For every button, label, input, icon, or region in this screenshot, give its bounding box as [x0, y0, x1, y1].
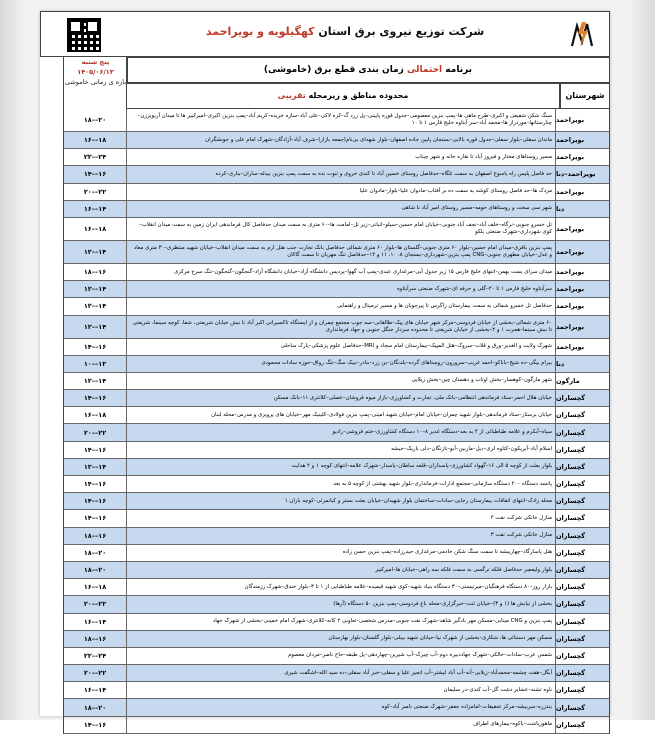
- row-city: گچساران: [555, 424, 609, 440]
- row-area: شهر سی سخت و روستاهای حومه–مسیر روستای امیر آباد تا شاهی: [126, 201, 555, 217]
- row-area: حد فاصل پلیس راه یاسوج اصفهان به سمت تلگاه–حدفاصل روستای خسین آباد تا کندی خروی و تنوت نده به سمت پمپ بنزین بیدله–ساران–بناری–کرده: [126, 166, 555, 182]
- row-time: ۱۶––۱۸: [83, 224, 107, 233]
- table-row: [63, 545, 610, 562]
- table-row: [63, 665, 610, 682]
- qr-code-icon: [67, 18, 101, 52]
- table-row: [63, 390, 610, 407]
- row-city: بویراحمد: [555, 339, 609, 355]
- document-title: [126, 57, 610, 83]
- table-row: [63, 614, 610, 631]
- table-row: [63, 596, 610, 613]
- row-area: مسکن مهر دستنائی ها، شکاری–بخشی از شهرک نیا–خیابان شهید بیبلی–بلوار گلستان–بلوار بهارستان: [126, 631, 555, 647]
- table-row: [63, 631, 610, 648]
- table-row: [63, 264, 610, 281]
- row-time: ۱۴––۱۶: [83, 342, 107, 351]
- title-suffix: زمان بندی قطع برق (خاموشی): [263, 65, 407, 75]
- row-city: گچساران: [555, 699, 609, 715]
- row-time: ۲۲––۲۴: [83, 651, 107, 660]
- area-header-prefix: محدوده مناطق و زیرمحله: [305, 91, 409, 100]
- row-time: ۱۴––۱۶: [83, 445, 107, 454]
- row-city: گچساران: [555, 390, 609, 406]
- row-city: گچساران: [555, 596, 609, 612]
- row-time: ۱۸––۱۶: [83, 531, 107, 540]
- row-city: گچساران: [555, 579, 609, 595]
- row-time: ۱۶––۱۴: [83, 204, 107, 213]
- row-time: ۲۰––۲۲: [83, 187, 107, 196]
- row-city: گچساران: [555, 459, 609, 475]
- row-city: گچساران: [555, 528, 609, 544]
- row-area: سیاه–آبکرم و علامه طباطبائی از ۴ به بعد–دستگاه غدیر ۸–۱۰ دستگاه کشاورزی–ختم فروشی–رادیو: [126, 424, 555, 440]
- row-time: ۲۰––۲۲: [83, 669, 107, 678]
- table-row: [63, 339, 610, 356]
- row-time: ۱۶––۱۴: [83, 686, 107, 695]
- row-area: بازار روز–۸۰ دستگاه فرهنگیان–میرنیستی–۳۰ دستگاه بنیاد شهید–کوی شهید قیمیده–علامه طباطبایی از ۱ تا ۳–بلوار خندق–شهرک رزمندگان: [126, 579, 555, 595]
- row-city: بویراحمد: [555, 264, 609, 280]
- table-row: [63, 166, 610, 183]
- row-time: ۱۶––۱۸: [83, 583, 107, 592]
- time-column-header: بازه ی زمانی خاموشی: [64, 78, 127, 86]
- title-prefix: برنامه: [442, 65, 473, 75]
- table-row: [63, 528, 610, 545]
- row-city: گچساران: [555, 562, 609, 578]
- row-city: بویراحمد–دنا: [555, 166, 609, 182]
- title-highlight: احتمالی: [407, 65, 443, 75]
- row-area: میدان سرای بست بهمن–انتهای خلیج فارس ۱۵ زیر جدول آبی–مرغداری عبدی–پمپ آب گهوا–پردیس دانشگاه آزاد–خیابان دانشگاه آزاد–گنجگون–گنجگون–تنگ سرخ مرکزی: [126, 264, 555, 280]
- table-row: [63, 149, 610, 166]
- table-row: [63, 493, 610, 510]
- table-row: [63, 459, 610, 476]
- weekday-label: پنج شنبه: [81, 58, 110, 66]
- row-area: اسلام آباد–آبریکون–کتاوه لری–دیل–ماربین–آبو–نازنگان–دلی باریک–خیشه: [126, 442, 555, 458]
- row-area: تل خسرو جنوبی–نرگاه–خلف آباد–نجف آباد جنوبی–خیابان امام حسین–سیلو–انبانی–زیر تل–امامت ها–۶۰ متری به سمت میدان حدفاصل کال فرماندهی ایران زمین به سمت میدان انقلاب–کوی شهرداری–شهرک صنعتی بلکو: [126, 218, 555, 240]
- row-area: منازل خانکی شرکت نفت ۴: [126, 510, 555, 526]
- row-time: ۱۸––۲۰: [83, 703, 107, 712]
- company-name-prefix: شرکت توزیع نیروی برق استان: [314, 25, 485, 38]
- table-row: [63, 218, 610, 241]
- row-time: ۱۴––۱۶: [83, 170, 107, 179]
- table-row: [63, 682, 610, 699]
- row-time: ۱۲––۱۴: [83, 247, 107, 256]
- power-company-logo-icon: [569, 20, 595, 50]
- table-row: [63, 699, 610, 716]
- table-row: [63, 281, 610, 298]
- row-city: دنا: [555, 201, 609, 217]
- table-row: [63, 298, 610, 315]
- row-city: گچساران: [555, 545, 609, 561]
- row-city: دنا: [555, 356, 609, 372]
- row-city: گچساران: [555, 442, 609, 458]
- row-time: ۲۰––۲۲: [83, 428, 107, 437]
- table-row: [63, 373, 610, 390]
- row-time: ۱۲––۱۴: [83, 322, 107, 331]
- document-header: [40, 11, 610, 57]
- row-city: بویراحمد: [555, 218, 609, 240]
- row-city: گچساران: [555, 407, 609, 423]
- row-city: بویراحمد: [555, 281, 609, 297]
- company-name: [131, 25, 559, 38]
- row-city: بویراحمد: [555, 316, 609, 338]
- table-row: [63, 184, 610, 201]
- row-time: ۱۸––۲۰: [83, 116, 107, 124]
- row-city: گچساران: [555, 614, 609, 630]
- row-city: بویراحمد: [555, 109, 609, 131]
- row-area: پمپ بنزین باقری–میدان امام حسین–بلوار ۶۰ متری جنوبی–گلستان ها–بلوار ۶۰ متری شمالی حدفاصل بانک تجارت جنب هتل ارم به سمت میدان انقلاب–خیابان شهید منتظری–۳۰ متری معاد و عدل–خیابان مطهری جنوبی–CNG پمپ بنزین–شهرداری–بستجان ۸، ۱۰، ۱۱ و ۱۲–حدفاصل تنگ مهریان تا سمت گاکان: [126, 241, 555, 263]
- row-time: ۱۸––۱۶: [83, 268, 107, 277]
- row-area: ماهوریاشت–باکوه–بیمارهای اطراف: [126, 717, 555, 733]
- table-row: [63, 109, 610, 132]
- table-row: [63, 648, 610, 665]
- table-row: [63, 316, 610, 339]
- row-city: بویراحمد: [555, 132, 609, 148]
- row-city: بویراحمد: [555, 298, 609, 314]
- row-time: ۱۲––۱۴: [83, 302, 107, 311]
- row-time: ۲۰––۲۲: [83, 600, 107, 609]
- area-header-highlight: تقریبی: [277, 91, 306, 100]
- row-area: محله زادک–انتهای اتفاقات بیمارستان رجایی–سادات–ساختمان بلوار شهیدان–خیابان بعثت بستر و کیانمرثی–کوچه باران ۱: [126, 493, 555, 509]
- row-area: شهرک ولایت و الغدیر–ورق و قلات–سروک–هتل المپیک–بیمارستان امام سجاد و MRI–حدفاصل علوم پزشکی–پارک ساحلی: [126, 339, 555, 355]
- table-row: [63, 476, 610, 493]
- row-city: گچساران: [555, 682, 609, 698]
- row-area: ماندان سفلی–بلوار سفلی–جدول قوره بالایی–بستجان پایین جاده اصفهان–بلوار شهدای بی‌نام(جمعه بازار)–شرف آباد–آزادگان–شهرک امام علی و جونشگران: [126, 132, 555, 148]
- row-city: گچساران: [555, 665, 609, 681]
- row-area: خیابان هلال احمر–ستاد فرماندهی انتظامی–بانک ملی، تجارت و کشاورزی–بازار میوه فروشان–عصلی–کلانتری ۱۱–بانک مسکن: [126, 390, 555, 406]
- table-row: [63, 356, 610, 373]
- table-row: [63, 562, 610, 579]
- row-city: مارگون: [555, 373, 609, 389]
- row-time: ۱۴––۱۶: [83, 514, 107, 523]
- row-area: بخشی از نیابش ها (۱ و ۳)–خیابان ثنت–خبرگزاری–محله باغ فردوسی–پمپ بنزین ۵۰ دستگاه (آرها): [126, 596, 555, 612]
- row-city: گچساران: [555, 476, 609, 492]
- table-row: [63, 132, 610, 149]
- row-time: ۱۸––۲۰: [83, 548, 107, 557]
- table-row: [63, 407, 610, 424]
- date-time-header: [63, 57, 128, 109]
- outage-schedule-document: [40, 11, 610, 729]
- row-area: ناوه تشنه–عشایر دشت گل–آب کندی–در سلیمان: [126, 682, 555, 698]
- schedule-table: [63, 109, 610, 734]
- row-area: بیرام بیگی–ده شیخ–باباکو–احمد غریب–سرورون–روستاهای گرده–بلدنگان–بن زرد–بنادر–نبیک سگ–تنگ رواق–حوزه سادات محمودی: [126, 356, 555, 372]
- table-row: [63, 510, 610, 527]
- row-area: ۶۰ متری شمالی–بخشی از خیابان فردوسی–مرکز شهر خیابان های پیک–طالقانی–سه جوب مجتمع چمران و از ایستگاه تاکسیرانی اکبر آباد تا نبش خیابان شریعتی، شفا، کوچه سینما، شریعتی تا نبش سینما–هجرت ۱ و ۲–بخشی از خیابان شریعتی تا محدوده سردار جنگل جنوبی و جهاد فرمانداری: [126, 316, 555, 338]
- row-time: ۱۲––۱۴: [83, 285, 107, 294]
- row-city: گچساران: [555, 510, 609, 526]
- row-time: ۱۶––۱۴: [83, 617, 107, 626]
- row-time: ۱۴––۱۶: [83, 497, 107, 506]
- row-area: حدفاصل تل خسرو شمالی به سمت بیمارستان زاگرس تا پیرجوبان ها و مسیر ترمینال و راهنمایی: [126, 298, 555, 314]
- row-area: بلوار ولیعصر حدفاصل فلکه نرگسی به سمت فلکه سه راهی–خیابان ها–امیرکبیر: [126, 562, 555, 578]
- row-area: آبگل–هفت چشمه–محمدآباد–زیلایی–آنه–آب آباد لیشتر–آب انجیر علیا و سفلی–خبر آباد سفلی–ده سید الله–اشگفت شیری: [126, 665, 555, 681]
- row-area: بلوار بعثت از کوچه ۵ الی ۱۶–گهواد کشاورزی–پاسداران–قلعه ساطان–پاسدار–شهرک علامه–انتهای کوچه ۱ و ۲ هدایت: [126, 459, 555, 475]
- row-city: بویراحمد: [555, 184, 609, 200]
- table-row: [63, 442, 610, 459]
- area-column-header: [126, 83, 560, 109]
- row-area: مزدک ها–حد فاصل روستای کوشه به سمت ده بر آفتاب–مادوان علیا–بلوار–مادوان علیا: [126, 184, 555, 200]
- table-row: [63, 241, 610, 264]
- row-time: ۱۲––۱۴: [83, 462, 107, 471]
- row-city: گچساران: [555, 631, 609, 647]
- row-time: ۱۸––۱۶: [83, 634, 107, 643]
- table-row: [63, 579, 610, 596]
- row-area: سنگ شکن شفیعی و اکبری–طرح ماهی ها–پمپ بنزین معصومی–جدول قوره پایینی–پل زرد گ–کره لاکی–علی آباد–سازه خریده–کریم آباد–پمپ بنزین اکبری–امیرکبیر ها تا میدان آریوبرزن–چنارستانها–موردراز ها–محمد آباد–سر آبتاوه خلیج فارس ۱ تا ۱۰: [126, 109, 555, 131]
- row-area: مسیر روستاهای مختار و فیروز آباد تا نقاره خانه و شهر چیتاب: [126, 149, 555, 165]
- row-area: شمس عرب–سادات–خالکی–شهرک جهاددبیره دوم–آب چیرک–آب شیرین–چهاردهی–پل طبقه–حاج ناصر–مردان معصوم: [126, 648, 555, 664]
- table-row: [63, 717, 610, 734]
- row-time: ۱۴––۱۶: [83, 394, 107, 403]
- row-area: پمپ بنزین و CNG مینابی–مسکن مهر بادگیر شاهد–شهرک نفت جنوبی–مدرس شخصی–تعاونی ۲ کانه–کلانتری–شهرک امام خمینی–بخشی از شهرک جهاد: [126, 614, 555, 630]
- row-time: ۱۰––۱۲: [83, 359, 107, 368]
- row-area: بندزره–سربیشه–مرکز تحقیقات–امامزاده جعفر–شهرک صنعتی ناصر آباد–کوه: [126, 699, 555, 715]
- row-time: ۱۴––۱۶: [83, 480, 107, 489]
- row-city: گچساران: [555, 648, 609, 664]
- row-time: ۱۲––۱۴: [83, 376, 107, 385]
- row-time: ۱۶––۱۸: [83, 411, 107, 420]
- city-column-header: شهرستان: [560, 83, 610, 109]
- company-name-highlight: کهگیلویه و بویراحمد: [205, 25, 315, 38]
- row-area: هتل پاسارگاد–چهاربیشه تا سمت سنگ شکن خادمی–مرغداری حیدرزاده–پمپ بنزین حسن زاده: [126, 545, 555, 561]
- row-time: ۱۸––۲۰: [83, 566, 107, 575]
- row-city: بویراحمد: [555, 149, 609, 165]
- row-time: ۱۶––۱۸: [83, 136, 107, 145]
- row-time: ۲۲––۲۴: [83, 153, 107, 162]
- date-label: ۱۴۰۵/۰۶/۱۳: [77, 68, 114, 76]
- row-area: منازل خانکی شرکت نفت ۳: [126, 528, 555, 544]
- row-area: سرآبتاوه خلیج فارس ۱ تا ۲۰–گلی و حرفه ای–شهرک صنعتی سرآبتاوه: [126, 281, 555, 297]
- row-area: خیابان برستار–ستاد فرماندهی–بلوار شهید چمران–خیابان امام–خیابان شهید امینی–پمپ بنزین فولادی–کلینیک مهر–خیابان های پرویزی و مدرس–محله لبنان: [126, 407, 555, 423]
- row-city: گچساران: [555, 717, 609, 733]
- row-city: بویراحمد: [555, 241, 609, 263]
- table-row: [63, 424, 610, 441]
- row-area: شهر مارگون–کوهسار–بخش اوتاب و دهستان چین–بخش زیلایی: [126, 373, 555, 389]
- table-row: [63, 201, 610, 218]
- row-area: پاتسد دستگاه ۲۰۰ دستگاه سازمانی–مجتمع ادارات–فرمانداری–بلوار شهید بهشتی از کوچه ۵ به بعد: [126, 476, 555, 492]
- row-city: گچساران: [555, 493, 609, 509]
- row-time: ۱۴––۱۶: [83, 720, 107, 729]
